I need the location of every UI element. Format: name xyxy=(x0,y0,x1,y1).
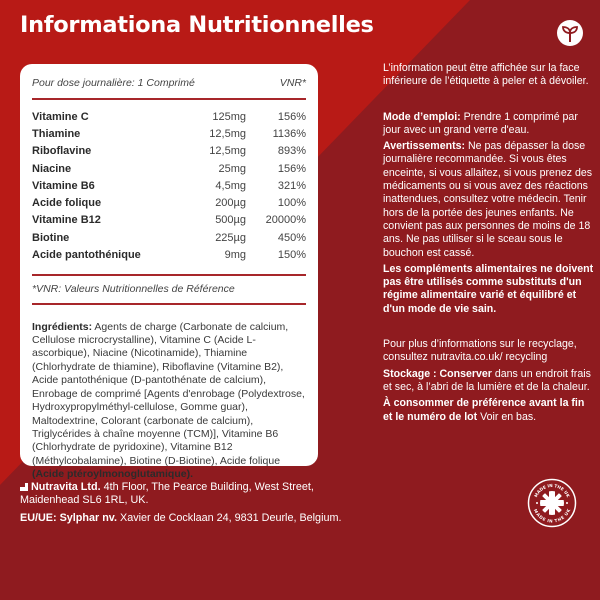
table-row xyxy=(32,229,306,246)
recycling-info: Pour plus d’informations sur le recyclage, consultez nutravita.co.uk/ recycling xyxy=(383,338,577,364)
usage-instructions xyxy=(383,111,595,138)
table-row xyxy=(32,125,306,142)
nutrient-name: Biotine xyxy=(32,231,70,244)
right-info-column xyxy=(383,62,595,424)
table-row xyxy=(32,160,306,177)
nutrient-amount: 12,5mg xyxy=(209,127,246,140)
nutrient-amount: 225µg xyxy=(215,231,246,244)
best-before-text: Voir en bas. xyxy=(477,410,537,423)
ingredients-bold-tail: (Acide ptéroylmonoglutamique). xyxy=(32,468,194,481)
svg-text:MADE IN THE UK: MADE IN THE UK xyxy=(533,482,571,499)
label-info: L’information peut être affichée sur la face inférieure de l’étiquette à peler et à dévoiler. xyxy=(383,62,589,88)
nutrition-card xyxy=(20,64,318,481)
nutrient-amount: 500µg xyxy=(215,214,246,227)
nutrient-vnr: 321% xyxy=(277,179,306,192)
table-row xyxy=(32,194,306,211)
warnings-label: Avertissements: xyxy=(383,140,466,153)
usage-label: Mode d’emploi: xyxy=(383,110,461,123)
best-before-label: À consommer de préférence avant la fin et le numéro de lot xyxy=(383,397,585,423)
eu-address xyxy=(20,512,360,525)
manufacturer-address xyxy=(20,481,360,529)
nutrient-amount: 25mg xyxy=(218,162,246,175)
nutrient-amount: 4,5mg xyxy=(215,179,246,192)
uk-company-address: 4th Floor, The Pearce Building, West Street, Maidenhead SL6 1RL, UK. xyxy=(20,481,314,507)
storage-text: dans un endroit frais et sec, à l’abri de la lumière et de la chaleur. xyxy=(383,367,591,393)
table-header xyxy=(32,64,306,100)
vnr-header: VNR* xyxy=(279,77,306,89)
eu-company-name: EU/UE: Sylphar nv. xyxy=(20,511,117,524)
dose-label: Pour dose journalière: 1 Comprimé xyxy=(32,77,195,89)
nutrient-amount: 125mg xyxy=(212,110,246,123)
nutrient-amount: 9mg xyxy=(224,249,246,262)
table-row xyxy=(32,108,306,125)
nutrient-vnr: 1136% xyxy=(272,127,306,140)
page-title: Informationa Nutritionnelles xyxy=(20,12,374,38)
table-row xyxy=(32,177,306,194)
sprout-icon xyxy=(557,20,583,46)
warnings xyxy=(383,140,595,260)
supplement-notice-text: Les compléments alimentaires ne doivent pas être utilisés comme substituts d'un régime alimentaire varié et équilibré et d'un mode de vie sain. xyxy=(383,262,594,315)
svg-text:MADE IN THE UK: MADE IN THE UK xyxy=(532,508,572,524)
table-row xyxy=(32,143,306,160)
supplement-notice xyxy=(383,263,595,316)
nutrient-vnr: 20000% xyxy=(265,214,306,227)
ingredients-body: Agents de charge (Carbonate de calcium, Cellulose microcrystalline), Vitamine C (Acide L-ascorbique), Niacine (Nicotinamide), Thiamine (Chlorhydrate de thiamine), Riboflavine (Vitamine B2), Acide pantothénique (D-pantothénate de calcium), Enrobage de comprimé [Agents d'enrobage (Polydextrose, Hydroxypropylméthyl-cellulose, Gomme guar), Maltodextrine, Colorant (carbonate de calcium), Triglycérides à chaîne moyenne (TCM)], Vitamine B6 (Chlorhydrate de pyridoxine), Vitamine B12 (Méthylcobalamine), Biotine (D-Biotine), Acide folique xyxy=(32,320,305,467)
table-row xyxy=(32,212,306,229)
ingredients-label: Ingrédients: xyxy=(32,320,93,333)
nutrient-vnr: 156% xyxy=(277,162,306,175)
nutrient-vnr: 893% xyxy=(277,145,306,158)
uk-address xyxy=(20,481,360,508)
nutrient-name: Vitamine B12 xyxy=(32,214,101,227)
nutrient-vnr: 150% xyxy=(277,249,306,262)
nutrient-name: Acide pantothénique xyxy=(32,249,141,262)
storage-label: Stockage : Conserver xyxy=(383,367,492,380)
nutrient-name: Acide folique xyxy=(32,197,102,210)
nutrient-name: Niacine xyxy=(32,162,72,175)
nutrient-name: Thiamine xyxy=(32,127,81,140)
usage-text: Prendre 1 comprimé par jour avec un grand verre d'eau. xyxy=(383,110,578,136)
table-row xyxy=(32,246,306,263)
storage-info xyxy=(383,368,595,395)
uk-company-name: Nutravita Ltd. xyxy=(31,481,101,493)
made-in-uk-badge-icon xyxy=(527,478,577,528)
vnr-footnote: *VNR: Valeurs Nutritionnelles de Référence xyxy=(32,276,306,305)
nutrient-vnr: 450% xyxy=(277,231,306,244)
warnings-text: Ne pas dépasser la dose journalière recommandée. Si vous êtes enceinte, si vous allaitez, si vous prenez des médicaments ou si vous avez des réactions inattendues, consultez votre médecin. Tenir hors de la portée des jeunes enfants. Ne convient pas aux personnes de moins de 18 ans. Ne pas utiliser si le sceau sous le bouchon est cassé. xyxy=(383,140,593,259)
ingredients-text xyxy=(32,305,306,482)
nutrient-vnr: 156% xyxy=(277,110,306,123)
nutrient-name: Vitamine B6 xyxy=(32,179,95,192)
nutrient-amount: 200µg xyxy=(215,197,246,210)
nutrient-name: Riboflavine xyxy=(32,145,92,158)
eu-company-address: Xavier de Cocklaan 24, 9831 Deurle, Belgium. xyxy=(117,511,342,524)
nutrient-name: Vitamine C xyxy=(32,110,89,123)
factory-icon xyxy=(20,483,28,491)
nutrient-vnr: 100% xyxy=(277,197,306,210)
best-before-info xyxy=(383,397,595,424)
nutrient-amount: 12,5mg xyxy=(209,145,246,158)
